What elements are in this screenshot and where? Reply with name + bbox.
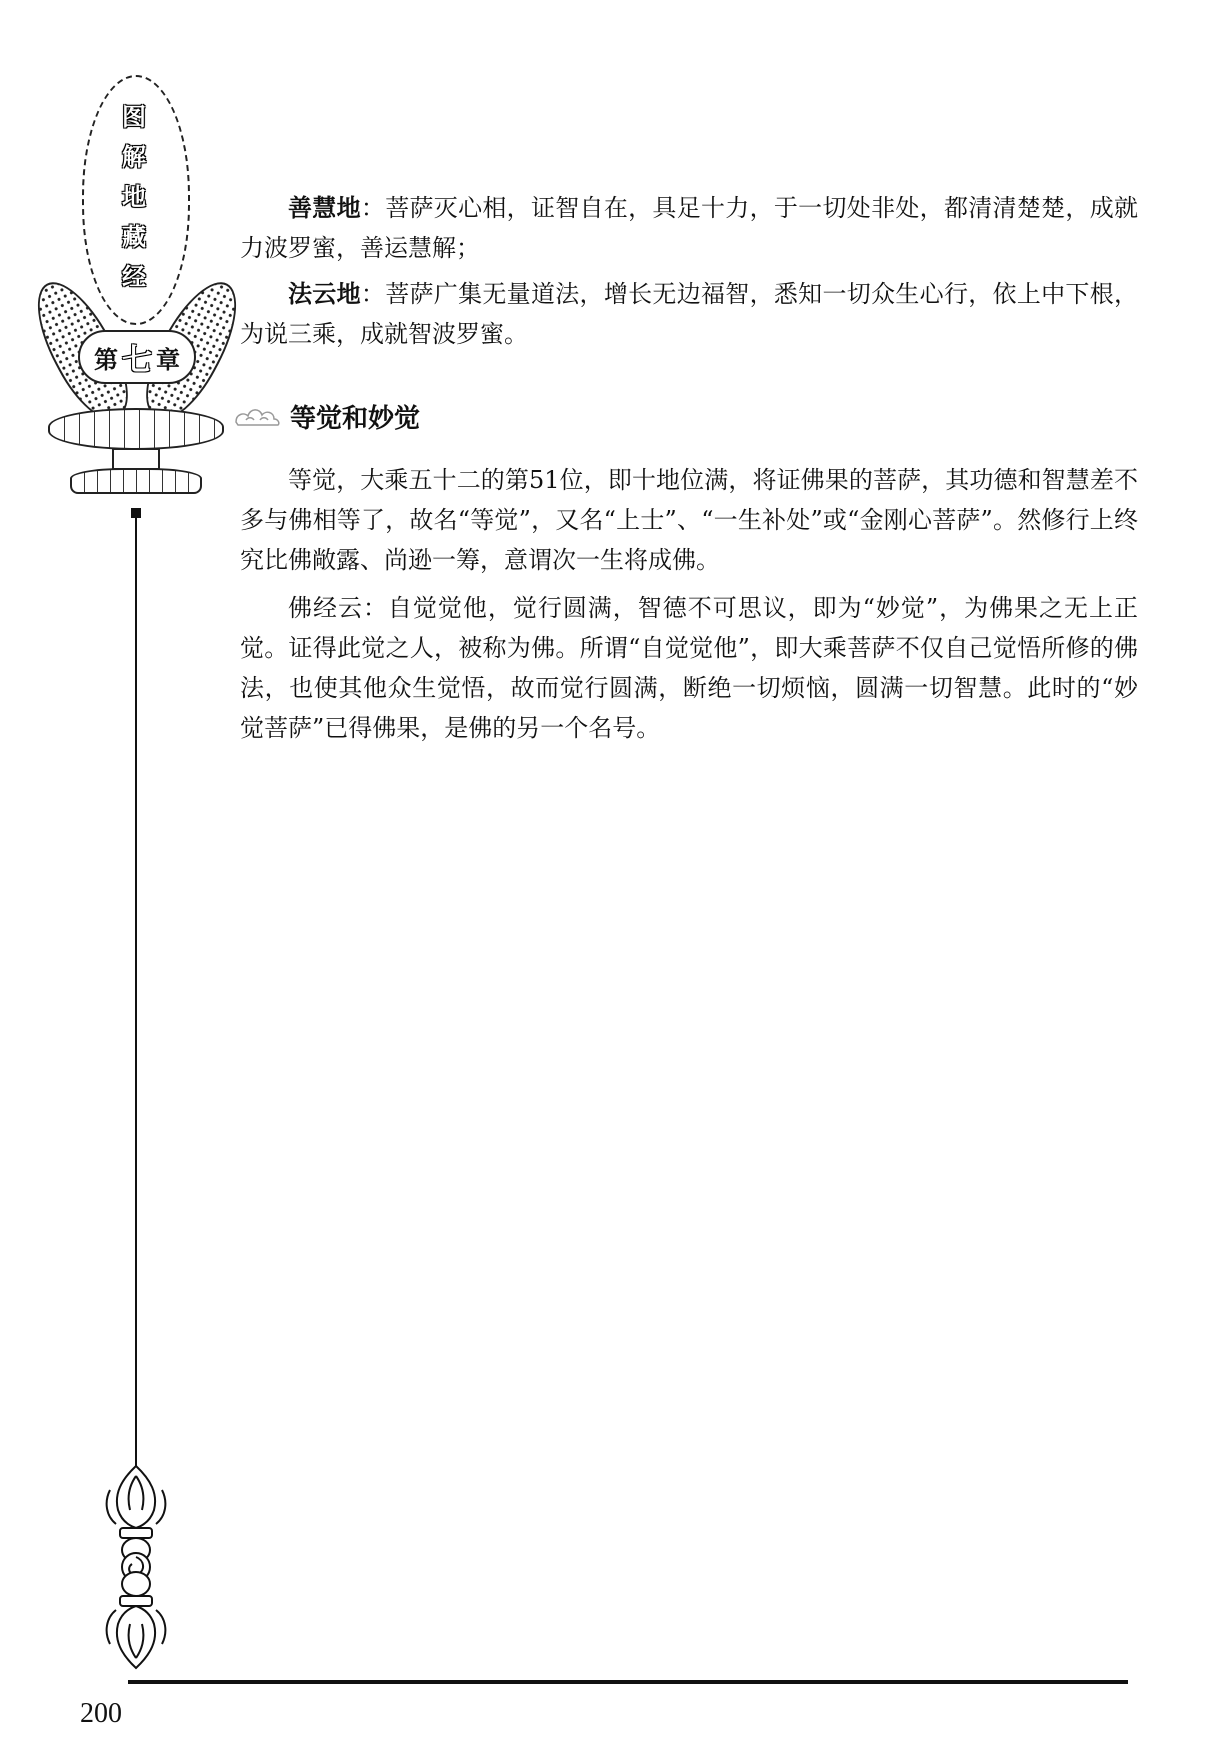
paragraph: 等觉，大乘五十二的第51位，即十地位满，将证佛果的菩萨，其功德和智慧差不多与佛相等了，故名“等觉”，又名“上士”、“一生补处”或“金刚心菩萨”。然修行上终究比佛敞露、尚逊一筹，意谓次一生将成佛。 [240, 466, 1138, 574]
paragraph: 佛经云：自觉觉他，觉行圆满，智德不可思议，即为“妙觉”，为佛果之无上正觉。证得此觉之人，被称为佛。所谓“自觉觉他”，即大乘菩萨不仅自己觉悟所修的佛法，也使其他众生觉悟，故而觉行圆满，断绝一切烦恼，圆满一切智慧。此时的“妙觉菩萨”已得佛果，是佛的另一个名号。 [240, 594, 1138, 742]
side-vertical-rule [135, 512, 137, 1467]
side-title-char: 图 [122, 103, 146, 131]
chapter-badge [78, 330, 196, 384]
chapter-prefix: 第 [94, 345, 118, 374]
paragraph [240, 274, 1138, 354]
chapter-number: 七 [122, 343, 152, 378]
paragraph [240, 188, 1138, 268]
section-heading: 等觉和妙觉 [290, 404, 421, 434]
term-label: 善慧地 [288, 194, 361, 222]
bowl-base-icon [70, 468, 202, 494]
term-label: 法云地 [288, 280, 361, 308]
paragraph-text: 菩萨灭心相，证智自在，具足十力，于一切处非处，都清清楚楚，成就力波罗蜜，善运慧解； [240, 194, 1139, 262]
vajra-icon [96, 1462, 176, 1672]
text-block-section [240, 460, 1138, 748]
side-title-char: 解 [122, 143, 146, 171]
bowl-stem-icon [112, 448, 160, 470]
side-book-title [112, 100, 156, 294]
term-separator: ： [360, 194, 386, 222]
side-title-char: 经 [122, 263, 146, 291]
side-title-char: 地 [122, 183, 146, 211]
cloud-ornament-icon [232, 402, 284, 428]
chapter-suffix: 章 [156, 345, 180, 374]
text-block-top [240, 188, 1138, 354]
lotus-bowl-icon [48, 408, 224, 450]
side-title-char: 藏 [122, 223, 146, 251]
term-separator: ： [360, 280, 386, 308]
paragraph-text: 菩萨广集无量道法，增长无边福智，悉知一切众生心行，依上中下根，为说三乘，成就智波罗蜜。 [240, 280, 1139, 348]
bottom-rule [128, 1680, 1128, 1684]
page-number: 200 [80, 1698, 122, 1729]
